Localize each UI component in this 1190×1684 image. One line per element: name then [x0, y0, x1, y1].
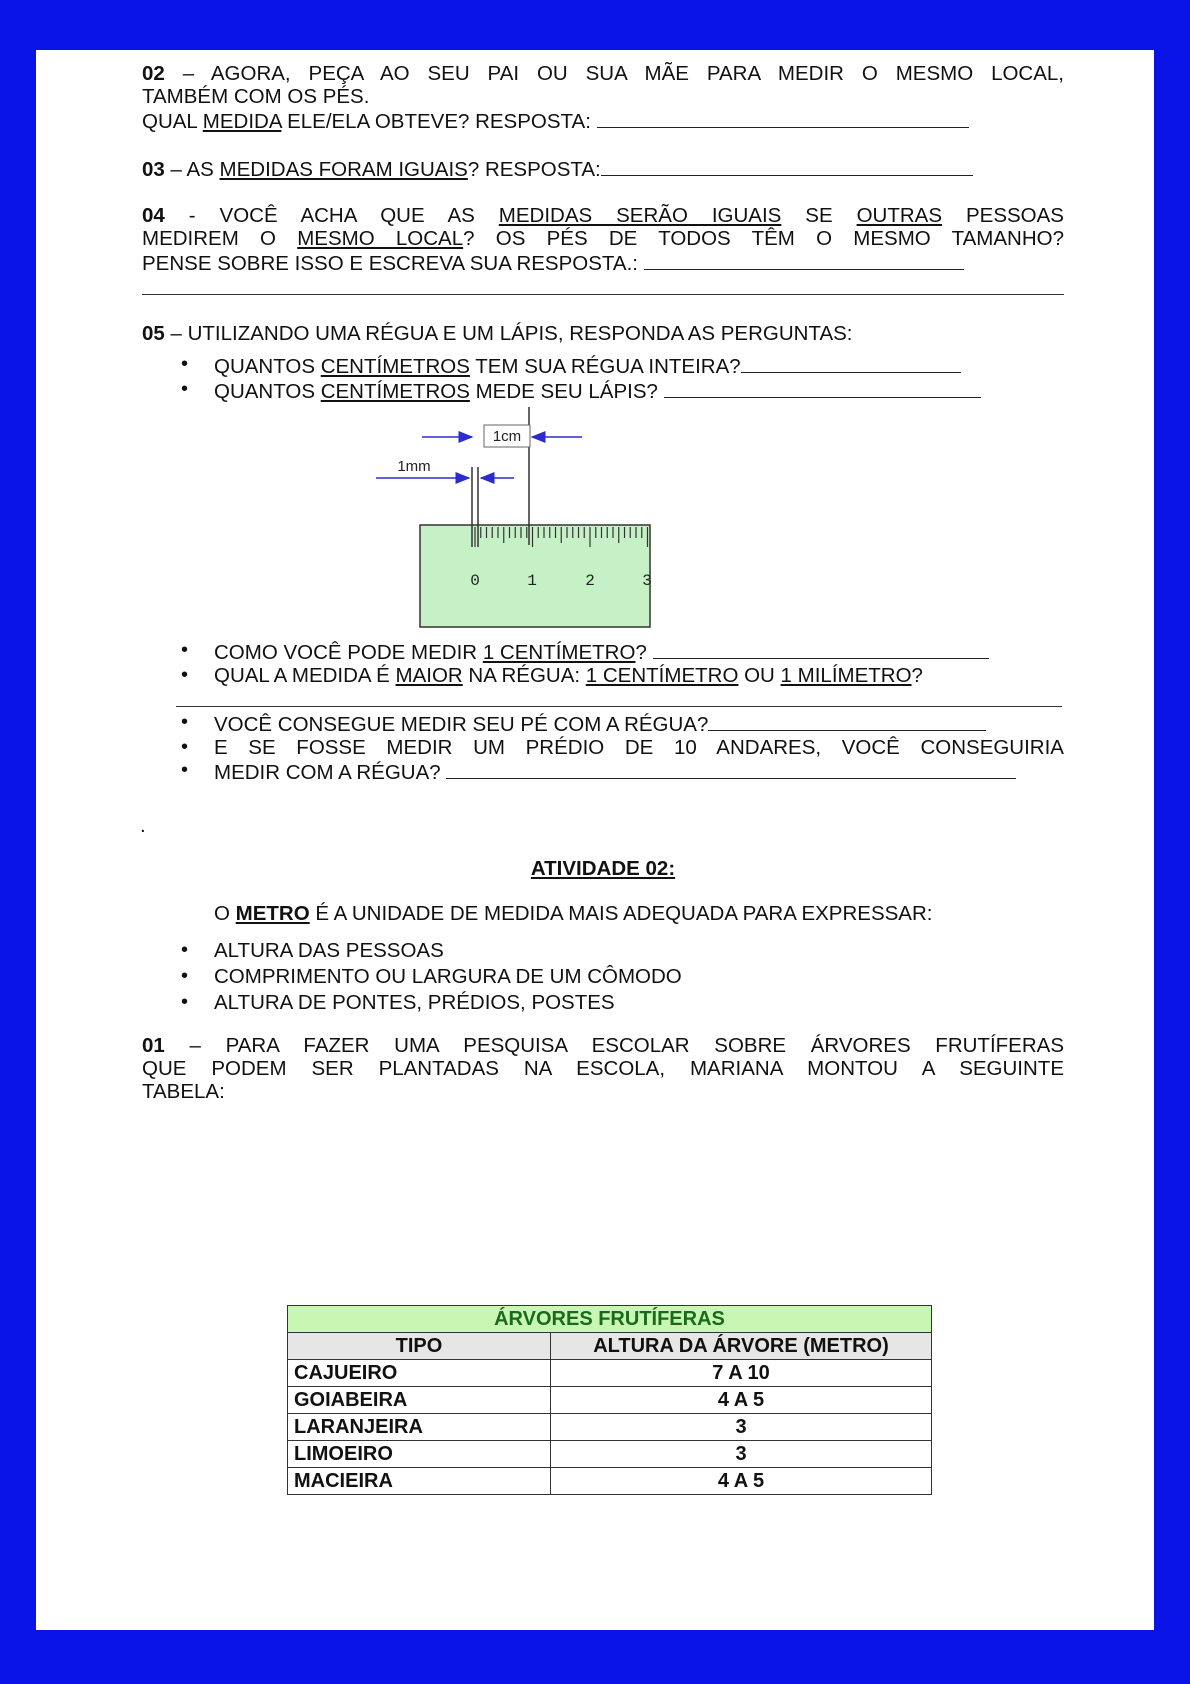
q05-b3-a: COMO VOCÊ PODE MEDIR	[214, 641, 483, 664]
stray-dot: .	[140, 814, 146, 837]
q05-b1-underlined: CENTÍMETROS	[320, 355, 470, 378]
cell-tipo: MACIEIRA	[288, 1468, 551, 1495]
q05-b4-c: OU	[738, 664, 781, 687]
ruler-number-1: 1	[527, 572, 537, 590]
cell-altura: 3	[551, 1441, 932, 1468]
fruit-trees-table	[287, 1305, 932, 1495]
q05-b1-a: QUANTOS	[214, 355, 321, 378]
cell-tipo: LARANJEIRA	[288, 1414, 551, 1441]
table-row	[288, 1360, 932, 1387]
cell-tipo: GOIABEIRA	[288, 1387, 551, 1414]
table-row	[288, 1441, 932, 1468]
ruler-number-3: 3	[642, 572, 652, 590]
q04-answer-blank[interactable]	[644, 250, 964, 270]
q05-b4-underlined-2: 1 CENTÍMETRO	[585, 664, 739, 687]
ruler-number-0: 0	[470, 572, 480, 590]
q04-c: PESSOAS	[942, 204, 1064, 227]
q05-b2-blank[interactable]	[664, 378, 981, 398]
q01-line1-text: – PARA FAZER UMA PESQUISA ESCOLAR SOBRE ÁRVORES FRUTÍFERAS	[164, 1034, 1064, 1057]
q05-bullet-pencil-cm	[142, 378, 1064, 403]
q05-bullet-how-measure	[142, 639, 1064, 664]
label-1cm: 1cm	[492, 428, 522, 445]
q02-text: – AGORA, PEÇA AO SEU PAI OU SUA MÃE PARA MEDIR O MESMO LOCAL,	[182, 62, 1064, 85]
q02-line3-a: QUAL	[142, 110, 203, 133]
q04-line2	[142, 227, 1064, 250]
q05-b4-b: NA RÉGUA:	[462, 664, 586, 687]
worksheet-content	[142, 62, 1064, 1103]
activity-item: • ALTURA DE PONTES, PRÉDIOS, POSTES	[142, 991, 1064, 1014]
activity-intro-metro: METRO	[235, 902, 310, 925]
q05-b6-line1: E SE FOSSE MEDIR UM PRÉDIO DE 10 ANDARES, VOCÊ CONSEGUIRIA	[214, 736, 1064, 759]
q05-bullet-building-line2	[142, 759, 1064, 784]
q05-b4-underlined-1: MAIOR	[395, 664, 463, 687]
q03-number: 03	[142, 158, 165, 181]
q05-bullet-building	[142, 736, 1064, 759]
table-header-altura: ALTURA DA ÁRVORE (METRO)	[551, 1333, 932, 1360]
q05-bullets-bottom	[142, 639, 1064, 687]
ruler-number-2: 2	[585, 572, 595, 590]
table-row	[288, 1468, 932, 1495]
q02-line1	[142, 62, 1064, 85]
q02-line2: TAMBÉM COM OS PÉS.	[142, 85, 370, 108]
ruler-diagram	[142, 407, 1064, 633]
q02-line3-underlined: MEDIDA	[202, 110, 282, 133]
q05-b4-a: QUAL A MEDIDA É	[214, 664, 396, 687]
q04-number: 04	[142, 204, 165, 227]
q03-b: ? RESPOSTA:	[467, 158, 601, 181]
q01-line3: TABELA:	[142, 1080, 225, 1103]
q04-line3	[142, 250, 1064, 275]
q02-number: 02	[142, 62, 165, 85]
q05-b6-line2: MEDIR COM A RÉGUA?	[214, 761, 447, 784]
q05-b3-underlined: 1 CENTÍMETRO	[482, 641, 636, 664]
activity-bullets	[142, 939, 1064, 1014]
q01-line2: QUE PODEM SER PLANTADAS NA ESCOLA, MARIANA MONTOU A SEGUINTE	[142, 1057, 1064, 1080]
q03-answer-blank[interactable]	[601, 156, 973, 176]
table-header-tipo: TIPO	[288, 1333, 551, 1360]
q05-bullet-ruler-cm	[142, 353, 1064, 378]
q04-line3-text: PENSE SOBRE ISSO E ESCREVA SUA RESPOSTA.:	[142, 252, 644, 275]
ruler-illustration	[142, 407, 1064, 633]
cell-altura: 4 A 5	[551, 1387, 932, 1414]
activity-intro-a: O	[214, 902, 236, 925]
q02-answer-blank[interactable]	[597, 108, 969, 128]
q05-b6-blank[interactable]	[446, 759, 1016, 779]
q05-b3-blank[interactable]	[653, 639, 989, 659]
cell-altura: 7 A 10	[551, 1360, 932, 1387]
cell-altura: 3	[551, 1414, 932, 1441]
q05-bullet-foot	[142, 711, 1064, 736]
q04-b: SE	[781, 204, 857, 227]
q05-intro-text: – UTILIZANDO UMA RÉGUA E UM LÁPIS, RESPONDA AS PERGUNTAS:	[164, 322, 853, 345]
q01-line1	[142, 1034, 1064, 1057]
q03-line	[142, 156, 1064, 181]
q05-bullets-top	[142, 353, 1064, 403]
table-row	[288, 1414, 932, 1441]
q05-b3-b: ?	[635, 641, 653, 664]
activity-item: • COMPRIMENTO OU LARGURA DE UM CÔMODO	[142, 965, 1064, 988]
q05-b5-blank[interactable]	[708, 711, 986, 731]
q05-number: 05	[142, 322, 165, 345]
q05-b2-a: QUANTOS	[214, 380, 321, 403]
activity-intro-c: É A UNIDADE DE MEDIDA MAIS ADEQUADA PARA EXPRESSAR:	[309, 902, 933, 925]
q04-line1	[142, 204, 1064, 227]
q04-line2-a: MEDIREM O	[142, 227, 298, 250]
cell-tipo: LIMOEIRO	[288, 1441, 551, 1468]
q05-intro	[142, 322, 1064, 345]
activity-intro	[142, 902, 1064, 925]
q05-bullets-last	[142, 711, 1064, 784]
q04-line2-b: ? OS PÉS DE TODOS TÊM O MESMO TAMANHO?	[463, 227, 1064, 250]
cell-tipo: CAJUEIRO	[288, 1360, 551, 1387]
q04-a: - VOCÊ ACHA QUE AS	[164, 204, 499, 227]
label-1mm: 1mm	[397, 458, 431, 475]
table-row	[288, 1387, 932, 1414]
q05-b1-blank[interactable]	[741, 353, 961, 373]
q03-underlined: MEDIDAS FORAM IGUAIS	[219, 158, 468, 181]
q01-number: 01	[142, 1034, 165, 1057]
q05-bullet-bigger	[142, 664, 1064, 687]
q05-b4-underlined-3: 1 MILÍMETRO	[780, 664, 912, 687]
q02-line3	[142, 108, 1064, 133]
q04-underlined-2: OUTRAS	[856, 204, 943, 227]
q05-b2-underlined: CENTÍMETROS	[320, 380, 470, 403]
q05-b2-b: MEDE SEU LÁPIS?	[469, 380, 664, 403]
table-title: ÁRVORES FRUTÍFERAS	[288, 1306, 932, 1333]
activity-item: • ALTURA DAS PESSOAS	[142, 939, 1064, 962]
q05-b4-d: ?	[911, 664, 923, 687]
q02-line3-b: ELE/ELA OBTEVE? RESPOSTA:	[281, 110, 597, 133]
q04-line2-underlined: MESMO LOCAL	[297, 227, 464, 250]
activity-title: ATIVIDADE 02:	[530, 857, 676, 880]
q04-underlined-1: MEDIDAS SERÃO IGUAIS	[498, 204, 782, 227]
q05-b1-b: TEM SUA RÉGUA INTEIRA?	[469, 355, 741, 378]
q03-a: – AS	[164, 158, 220, 181]
q05-b5-text: VOCÊ CONSEGUE MEDIR SEU PÉ COM A RÉGUA?	[214, 713, 709, 736]
cell-altura: 4 A 5	[551, 1468, 932, 1495]
